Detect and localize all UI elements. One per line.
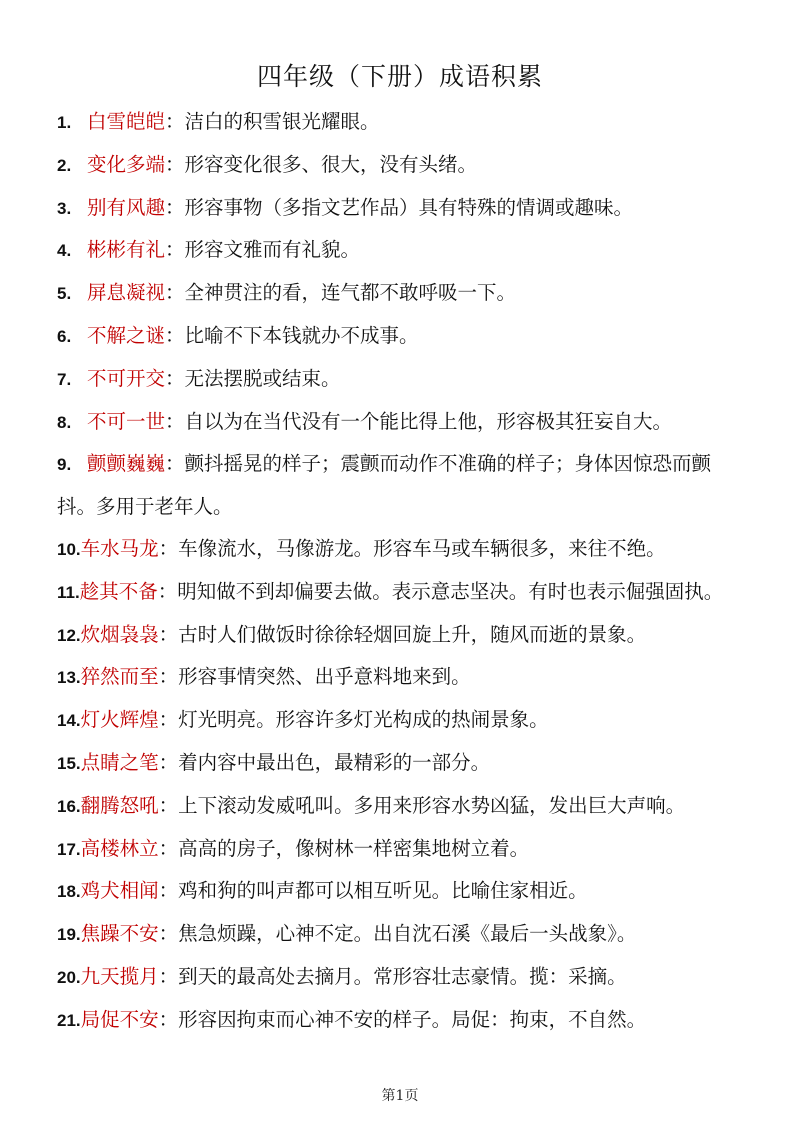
entry-number: 5. [57, 284, 72, 304]
idiom-term: 不解之谜 [87, 323, 166, 347]
idiom-definition: 明知做不到却偏要去做。表示意志坚决。有时也表示倔强固执。 [177, 579, 724, 603]
idiom-entry [57, 528, 747, 571]
entry-number: 4. [57, 241, 72, 261]
entry-number: 9. [57, 455, 72, 475]
idiom-term: 局促不安 [80, 1007, 159, 1031]
idiom-term: 白雪皑皑 [87, 110, 166, 133]
idiom-term: 车水马龙 [80, 536, 159, 560]
idiom-entry [57, 144, 747, 187]
idiom-definition: 形容事物（多指文艺作品）具有特殊的情调或趣味。 [184, 195, 634, 219]
entry-number: 12. [57, 625, 81, 645]
separator: ： [165, 152, 185, 176]
idiom-definition: 颤抖摇晃的样子；震颤而动作不准确的样子；身体因惊恐而颤抖。多用于老年人。 [57, 452, 712, 519]
separator: ： [157, 579, 178, 603]
idiom-entry [57, 956, 747, 999]
separator: ： [158, 750, 179, 774]
separator: ： [165, 195, 185, 219]
idiom-definition: 灯光明亮。形容许多灯光构成的热闹景象。 [178, 708, 549, 732]
idiom-entry [57, 656, 747, 699]
idiom-definition: 到天的最高处去摘月。常形容壮志豪情。揽：采摘。 [178, 964, 627, 988]
idiom-entry [57, 401, 747, 444]
idiom-term: 变化多端 [87, 152, 166, 176]
idiom-entry [57, 187, 747, 230]
entry-number: 2. [57, 155, 72, 175]
entry-number: 20. [57, 967, 81, 987]
page-title: 四年级（下册）成语积累 [256, 62, 543, 91]
separator: ： [165, 323, 185, 347]
idiom-definition: 车像流水，马像游龙。形容车马或车辆很多，来往不绝。 [178, 536, 666, 560]
entry-number: 8. [57, 412, 72, 432]
separator: ： [158, 622, 179, 646]
entry-number: 21. [57, 1010, 81, 1030]
idiom-term: 猝然而至 [80, 665, 159, 689]
idiom-definition: 形容事情突然、出乎意料地来到。 [178, 665, 471, 689]
separator: ： [165, 110, 185, 133]
separator: ： [158, 964, 179, 988]
idiom-definition: 古时人们做饭时徐徐轻烟回旋上升，随风而逝的景象。 [178, 622, 647, 646]
idiom-term: 点睛之笔 [80, 750, 159, 774]
idiom-entry [57, 828, 747, 871]
idiom-entry [57, 999, 747, 1042]
idiom-term: 趁其不备 [79, 579, 158, 603]
separator: ： [165, 366, 185, 390]
idiom-definition: 上下滚动发威吼叫。多用来形容水势凶猛，发出巨大声响。 [178, 793, 686, 817]
idiom-term: 灯火辉煌 [80, 708, 159, 732]
separator: ： [165, 409, 185, 433]
idiom-definition: 着内容中最出色，最精彩的一部分。 [178, 750, 491, 774]
idiom-definition: 无法摆脱或结束。 [184, 366, 341, 390]
separator: ： [158, 708, 179, 732]
idiom-definition: 形容文雅而有礼貌。 [184, 238, 361, 262]
separator: ： [158, 879, 179, 903]
entry-number: 7. [57, 369, 72, 389]
idiom-term: 焦躁不安 [80, 922, 159, 946]
idiom-entry [57, 785, 747, 828]
separator: ： [165, 238, 185, 262]
idiom-entry [57, 571, 747, 614]
entry-number: 16. [57, 796, 81, 816]
entry-number: 1. [57, 113, 72, 132]
idiom-entry [57, 315, 747, 358]
idiom-term: 不可开交 [87, 366, 166, 390]
separator: ： [158, 1007, 179, 1031]
separator: ： [158, 536, 179, 560]
idiom-term: 鸡犬相闻 [80, 879, 159, 903]
idiom-entry [57, 699, 747, 742]
idiom-entry [57, 229, 747, 272]
idiom-term: 不可一世 [87, 409, 166, 433]
separator: ： [158, 922, 179, 946]
page-number: 第1页 [381, 1088, 419, 1104]
entry-number: 17. [57, 839, 81, 859]
idiom-term: 高楼林立 [80, 836, 159, 860]
idiom-term: 翻腾怒吼 [80, 793, 159, 817]
separator: ： [165, 281, 185, 305]
idiom-definition: 高高的房子，像树林一样密集地树立着。 [178, 836, 530, 860]
idiom-term: 彬彬有礼 [87, 238, 166, 262]
idiom-definition: 形容变化很多、很大，没有头绪。 [184, 152, 478, 176]
idiom-entry [57, 101, 747, 144]
entry-number: 18. [57, 882, 81, 902]
entry-number: 11. [57, 582, 80, 602]
entry-number: 14. [57, 711, 81, 731]
idiom-entry [57, 443, 747, 528]
entry-number: 10. [57, 539, 81, 559]
entry-number: 15. [57, 753, 81, 773]
entry-number: 13. [57, 668, 81, 688]
idiom-term: 颤颤巍巍 [87, 452, 166, 476]
idiom-definition: 洁白的积雪银光耀眼。 [184, 110, 380, 133]
idiom-term: 别有风趣 [87, 195, 166, 219]
idiom-definition: 焦急烦躁，心神不定。出自沈石溪《最后一头战象》。 [178, 922, 637, 946]
entry-number: 19. [57, 925, 81, 945]
idiom-definition: 鸡和狗的叫声都可以相互听见。比喻住家相近。 [178, 879, 588, 903]
separator: ： [158, 665, 179, 689]
idiom-entry [57, 742, 747, 785]
idiom-entry [57, 358, 747, 401]
idiom-list [57, 101, 747, 1042]
idiom-term: 屏息凝视 [87, 281, 166, 305]
idiom-entry [57, 913, 747, 956]
entry-number: 6. [57, 326, 72, 346]
entry-number: 3. [57, 198, 72, 218]
idiom-definition: 比喻不下本钱就办不成事。 [184, 323, 419, 347]
separator: ： [158, 836, 179, 860]
idiom-term: 九天揽月 [80, 964, 159, 988]
separator: ： [158, 793, 179, 817]
idiom-definition: 自以为在当代没有一个能比得上他，形容极其狂妄自大。 [184, 409, 673, 433]
idiom-entry [57, 272, 747, 315]
idiom-term: 炊烟袅袅 [80, 622, 159, 646]
separator: ： [165, 452, 185, 476]
idiom-entry [57, 614, 747, 657]
idiom-entry [57, 870, 747, 913]
idiom-definition: 形容因拘束而心神不安的样子。局促：拘束，不自然。 [178, 1007, 647, 1031]
idiom-definition: 全神贯注的看，连气都不敢呼吸一下。 [184, 281, 517, 305]
